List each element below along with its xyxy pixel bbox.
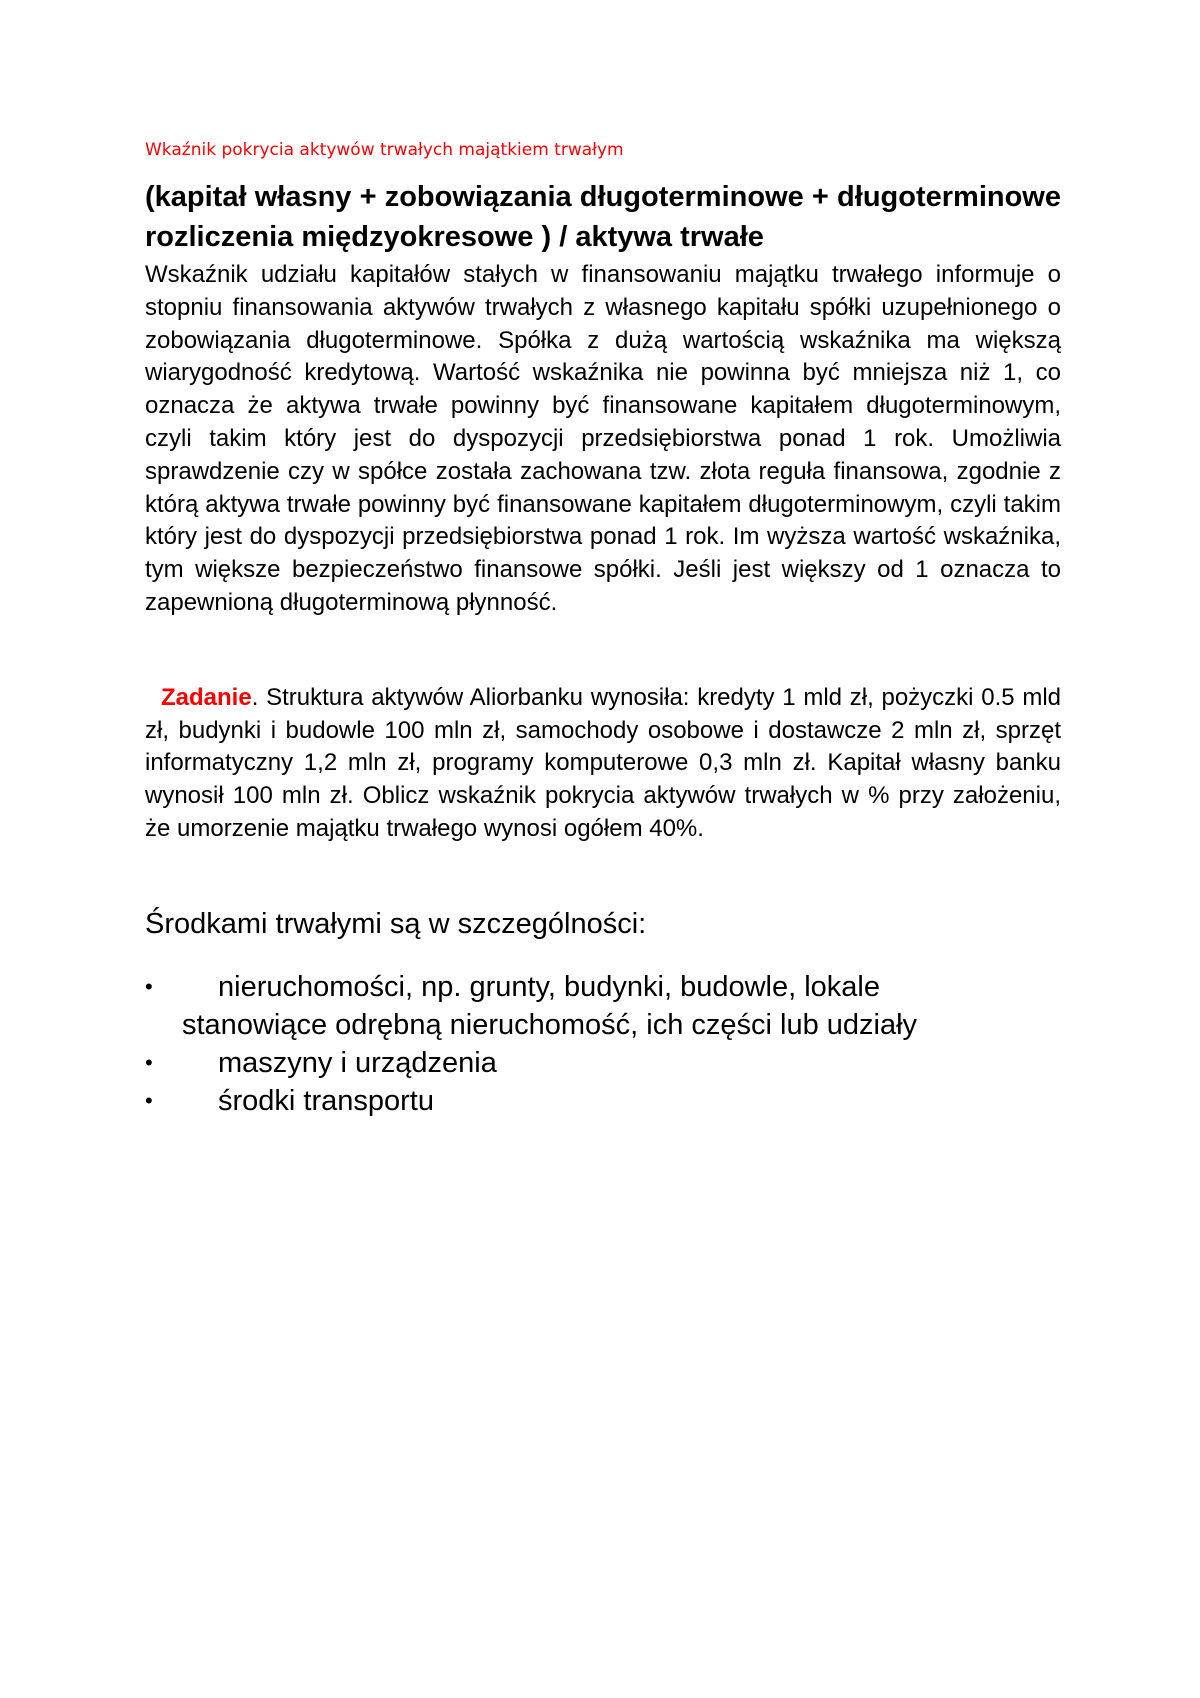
task-paragraph	[145, 682, 1061, 846]
bullet-icon: •	[145, 973, 153, 999]
task-text: . Struktura aktywów Aliorbanku wynosiła: kredyty 1 mld zł, pożyczki 0.5 mld zł, budynki i budowle 100 mln zł, samochody osobowe i dostawcze 2 mln zł, sprzęt informatyczny 1,2 mln zł, programy komputerowe 0,3 mln zł. Kapitał własny banku wynosił 100 mln zł. Oblicz wskaźnik pokrycia aktywów trwałych w % przy założeniu, że umorzenie majątku trwałego wynosi ogółem 40%.	[145, 683, 1061, 842]
list-item-text: maszyny i urządzenia	[218, 1046, 497, 1079]
list-item	[145, 968, 985, 1044]
bullet-icon: •	[145, 1049, 153, 1075]
ratio-formula: (kapitał własny + zobowiązania długoterminowe + długoterminowe rozliczenia międzyokresowe ) / aktywa trwałe	[145, 181, 1061, 253]
ratio-description: Wskaźnik udziału kapitałów stałych w finansowaniu majątku trwałego informuje o stopniu finansowania aktywów trwałych z własnego kapitału spółki uzupełnionego o zobowiązania długoterminowe. Spółka z dużą wartością wskaźnika ma większą wiarygodność kredytową. Wartość wskaźnika nie powinna być mniejsza niż 1, co oznacza że aktywa trwałe powinny być finansowane kapitałem długoterminowym, czyli takim który jest do dyspozycji przedsiębiorstwa ponad 1 rok. Umożliwia sprawdzenie czy w spółce została zachowana tzw. złota reguła finansowa, zgodnie z którą aktywa trwałe powinny być finansowane kapitałem długoterminowym, czyli takim który jest do dyspozycji przedsiębiorstwa ponad 1 rok. Im wyższa wartość wskaźnika, tym większe bezpieczeństwo finansowe spółki. Jeśli jest większy od 1 oznacza to zapewnioną długoterminową płynność.	[145, 261, 1061, 616]
task-label: Zadanie	[161, 683, 252, 711]
bullet-icon: •	[145, 1087, 153, 1113]
list-item-text: nieruchomości, np. grunty, budynki, budowle, lokale stanowiące odrębną nieruchomość, ich części lub udziały	[182, 970, 918, 1041]
list-item	[145, 1044, 985, 1082]
document-heading: Wkaźnik pokrycia aktywów trwałych majątkiem trwałym	[145, 140, 624, 160]
document-page	[145, 138, 1061, 1120]
list-item-text: środki transportu	[218, 1084, 434, 1117]
fixed-assets-heading: Środkami trwałymi są w szczególności:	[145, 907, 647, 940]
list-item	[145, 1082, 985, 1120]
fixed-assets-list	[145, 968, 985, 1120]
